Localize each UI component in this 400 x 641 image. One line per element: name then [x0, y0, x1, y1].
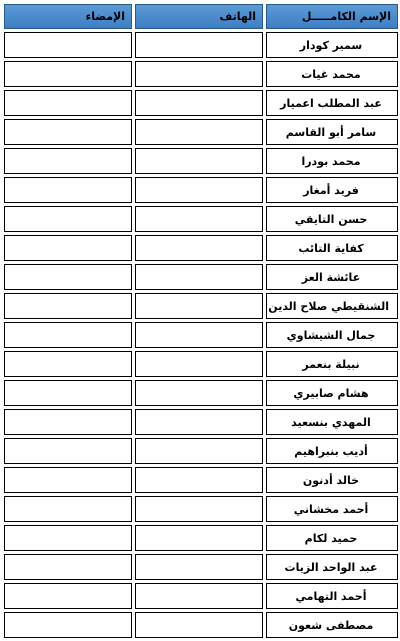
signature-cell[interactable] — [4, 438, 132, 464]
table-row — [4, 322, 398, 348]
table-row — [4, 351, 398, 377]
phone-cell[interactable] — [135, 380, 263, 406]
full-name-cell: أحمد مخشاني — [266, 496, 398, 522]
table-row — [4, 235, 398, 261]
phone-cell[interactable] — [135, 467, 263, 493]
table-row — [4, 467, 398, 493]
full-name-cell: سامر أبو القاسم — [266, 119, 398, 145]
signature-cell[interactable] — [4, 119, 132, 145]
full-name-cell: سمير كودار — [266, 32, 398, 58]
full-name-cell: عبد المطلب اعميار — [266, 90, 398, 116]
table-row — [4, 525, 398, 551]
full-name-cell: محمد غيات — [266, 61, 398, 87]
phone-cell[interactable] — [135, 583, 263, 609]
phone-cell[interactable] — [135, 90, 263, 116]
attendance-table — [1, 1, 400, 641]
signature-cell[interactable] — [4, 409, 132, 435]
phone-cell[interactable] — [135, 612, 263, 638]
phone-cell[interactable] — [135, 525, 263, 551]
full-name-cell: جمال الشيشاوي — [266, 322, 398, 348]
header-row — [4, 4, 398, 29]
full-name-cell: أحمد التهامي — [266, 583, 398, 609]
table-row — [4, 612, 398, 638]
table-row — [4, 380, 398, 406]
signature-cell[interactable] — [4, 206, 132, 232]
signature-cell[interactable] — [4, 90, 132, 116]
signature-cell[interactable] — [4, 467, 132, 493]
table-row — [4, 438, 398, 464]
signature-cell[interactable] — [4, 177, 132, 203]
full-name-cell: هشام صابيري — [266, 380, 398, 406]
table-row — [4, 264, 398, 290]
signature-cell[interactable] — [4, 32, 132, 58]
signature-cell[interactable] — [4, 583, 132, 609]
table-row — [4, 554, 398, 580]
table-row — [4, 177, 398, 203]
phone-cell[interactable] — [135, 119, 263, 145]
signature-cell[interactable] — [4, 148, 132, 174]
full-name-cell: أديب بنبراهيم — [266, 438, 398, 464]
full-name-header: الإسم الكامـــــل — [266, 4, 398, 29]
full-name-cell: نبيلة بنعمر — [266, 351, 398, 377]
phone-cell[interactable] — [135, 554, 263, 580]
full-name-cell: حميد لكام — [266, 525, 398, 551]
phone-cell[interactable] — [135, 177, 263, 203]
signature-cell[interactable] — [4, 612, 132, 638]
table-row — [4, 409, 398, 435]
phone-cell[interactable] — [135, 496, 263, 522]
full-name-cell: خالد أدنون — [266, 467, 398, 493]
signature-cell[interactable] — [4, 554, 132, 580]
phone-cell[interactable] — [135, 206, 263, 232]
full-name-cell: عبد الواحد الزيات — [266, 554, 398, 580]
table-row — [4, 61, 398, 87]
full-name-cell: محمد بودرا — [266, 148, 398, 174]
full-name-cell: المهدي بنسعيد — [266, 409, 398, 435]
roster-body — [4, 32, 398, 638]
signature-cell[interactable] — [4, 235, 132, 261]
phone-cell[interactable] — [135, 235, 263, 261]
phone-cell[interactable] — [135, 438, 263, 464]
phone-header: الهاتف — [135, 4, 263, 29]
signature-header: الإمضاء — [4, 4, 132, 29]
table-row — [4, 206, 398, 232]
table-row — [4, 583, 398, 609]
full-name-cell: حسن التايقي — [266, 206, 398, 232]
signature-cell[interactable] — [4, 61, 132, 87]
full-name-cell: مصطفى شعون — [266, 612, 398, 638]
table-row — [4, 293, 398, 319]
signature-cell[interactable] — [4, 293, 132, 319]
table-row — [4, 90, 398, 116]
full-name-cell: عائشة العز — [266, 264, 398, 290]
signature-cell[interactable] — [4, 525, 132, 551]
table-row — [4, 148, 398, 174]
phone-cell[interactable] — [135, 409, 263, 435]
full-name-cell: الشنقيطي صلاح الدين — [266, 293, 398, 319]
signature-cell[interactable] — [4, 496, 132, 522]
phone-cell[interactable] — [135, 293, 263, 319]
signature-cell[interactable] — [4, 264, 132, 290]
phone-cell[interactable] — [135, 148, 263, 174]
table-row — [4, 119, 398, 145]
full-name-cell: كفاية التائب — [266, 235, 398, 261]
phone-cell[interactable] — [135, 32, 263, 58]
phone-cell[interactable] — [135, 351, 263, 377]
table-row — [4, 496, 398, 522]
signature-cell[interactable] — [4, 351, 132, 377]
signature-cell[interactable] — [4, 322, 132, 348]
phone-cell[interactable] — [135, 61, 263, 87]
phone-cell[interactable] — [135, 264, 263, 290]
table-row — [4, 32, 398, 58]
signature-cell[interactable] — [4, 380, 132, 406]
full-name-cell: فريد أمغار — [266, 177, 398, 203]
phone-cell[interactable] — [135, 322, 263, 348]
